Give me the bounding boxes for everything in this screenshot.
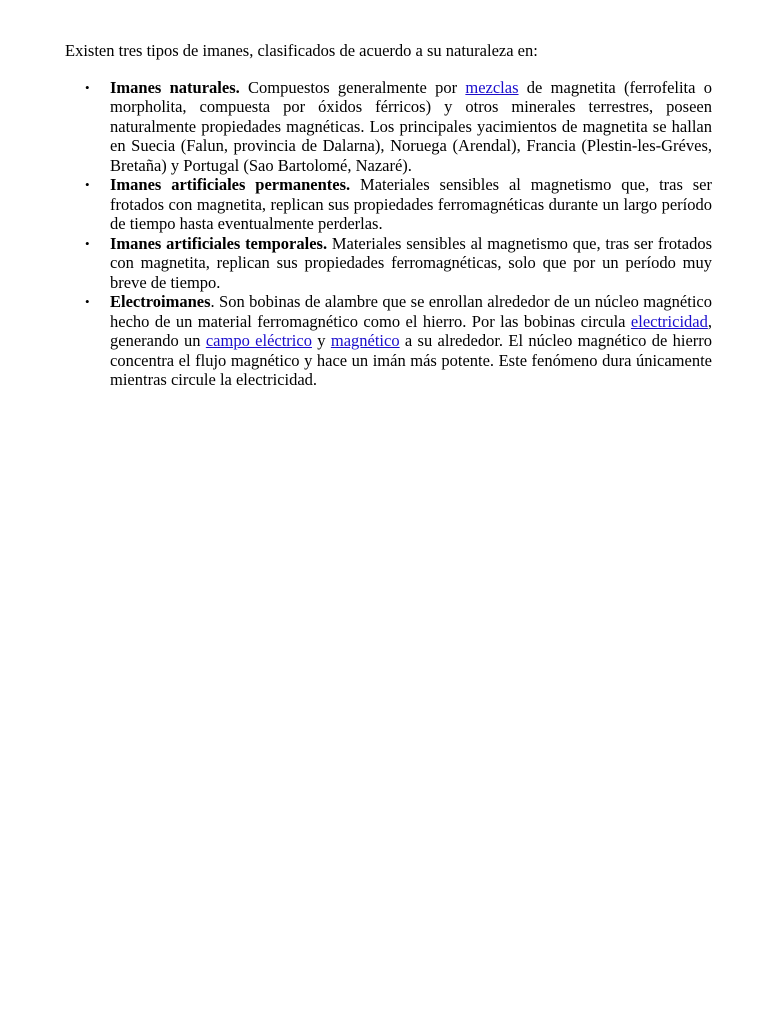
item-text: . Son bobinas de alambre que se enrollan alrededor de un núcleo magnético hecho de un material ferromagnético como el hierro. Por las bobinas circula (110, 292, 712, 331)
link-mezclas[interactable]: mezclas (465, 77, 519, 97)
bullet-icon: • (85, 235, 90, 251)
list-item-imanes-naturales (85, 77, 713, 176)
item-term: Imanes naturales. (110, 77, 240, 97)
link-campo-electrico[interactable]: campo eléctrico (205, 331, 312, 350)
item-text: de magnetita (ferrofelita o morpholita, compuesta por óxidos férricos) y otros minerales terrestres, poseen naturalmente propiedades magnéticas. Los principales yacimientos de magnetita se hallan en Suecia (Falun, provincia de Dalarna), Noruega (Arendal), Francia (Plestin-les-Gréves, Bretaña) y Portugal (Sao Bartolomé, Nazaré). (110, 77, 713, 175)
item-text: Compuestos generalmente por (239, 77, 466, 97)
magnet-types-list (65, 78, 712, 390)
link-magnetico[interactable]: magnético (330, 331, 400, 350)
list-item-imanes-artificiales-permanentes (85, 175, 712, 234)
list-item-electroimanes (85, 292, 713, 390)
item-text: Materiales sensibles al magnetismo que, tras ser frotados con magnetita, replican sus propiedades ferromagnéticas durante un largo período de tiempo hasta eventualmente perderlas. (110, 175, 712, 233)
item-term: Electroimanes (110, 292, 211, 311)
item-text: y (311, 331, 331, 350)
item-text: Materiales sensibles al magnetismo que, tras ser frotados con magnetita, replican sus propiedades ferromagnéticas, solo que por un período muy breve de tiempo. (110, 233, 712, 292)
item-text: a su alrededor. El núcleo magnético de hierro concentra el flujo magnético y hace un imán más potente. Este fenómeno dura únicamente mientras circule la electricidad. (110, 331, 713, 389)
item-term: Imanes artificiales permanentes. (110, 175, 351, 194)
bullet-icon: • (85, 79, 90, 95)
bullet-icon: • (85, 294, 90, 309)
bullet-icon: • (85, 177, 90, 192)
item-text: , generando un (110, 311, 712, 350)
link-electricidad[interactable]: electricidad (630, 311, 708, 331)
list-item-imanes-artificiales-temporales (85, 233, 712, 293)
item-term: Imanes artificiales temporales. (110, 233, 328, 253)
intro-paragraph: Existen tres tipos de imanes, clasificados de acuerdo a su naturaleza en: (65, 41, 538, 60)
